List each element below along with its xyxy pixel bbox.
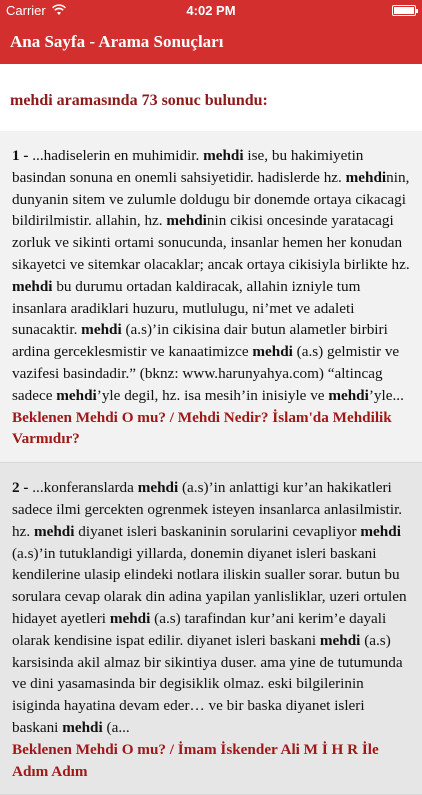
snippet-text: ...hadiselerin en muhimidir. <box>28 147 204 164</box>
result-number: 1 - <box>12 147 29 164</box>
keyword-highlight: mehdi <box>12 277 53 295</box>
result-snippet <box>12 479 407 736</box>
keyword-highlight: mehdi <box>252 343 293 361</box>
snippet-text: (a.s) karsisinda akil almaz bir sikintiya duser. ama yine de tutumunda ve dini yasamasinda bir degisiklik olmaz. eski bilgilerinin isiginda hayatina devam eder… ve bir baska diyanet isleri baskani <box>12 631 403 736</box>
result-item-1 <box>0 131 422 463</box>
keyword-highlight: mehdi <box>360 522 401 540</box>
result-number: 2 - <box>12 479 29 497</box>
snippet-text: ’yle degil, hz. isa mesih’in inisiyle ve <box>96 386 329 404</box>
carrier-label: Carrier <box>6 3 46 18</box>
snippet-text: diyanet isleri baskaninin sorularini cevapliyor <box>74 522 361 540</box>
results-list <box>0 131 422 795</box>
result-link[interactable]: Beklenen Mehdi O mu? / İmam İskender Ali M İ H R İle Adım Adım <box>12 740 379 780</box>
keyword-highlight: mehdi <box>81 321 122 339</box>
snippet-text: (a.s)’in tutuklandigi yillarda, donemin diyanet isleri baskani kendilerine ulasip elindeki notlara iliskin sualler sorar. butun bu sorulara cevap olarak din adina yapilan yanlisliklar, uzeri ortulen hidayet ayetleri <box>12 544 407 627</box>
snippet-text: (a.s) gelmistir ve vazifesi basindadir.” (bknz: www.harunyahya.com) “altincag sadece <box>12 343 400 404</box>
keyword-highlight: mehdi <box>203 147 244 164</box>
snippet-text: (a.s)’in cikisina dair butun alametler birbiri ardina gerceklesmistir ve kanaatimizce <box>12 321 388 361</box>
keyword-highlight: mehdi <box>166 212 207 230</box>
battery-icon <box>392 5 416 16</box>
keyword-highlight: mehdi <box>109 609 151 627</box>
snippet-text: ’yle... <box>368 386 404 404</box>
nav-title: Ana Sayfa - Arama Sonuçları <box>10 32 224 51</box>
keyword-highlight: mehdi <box>33 522 75 540</box>
snippet-text: bu durumu ortadan kaldiracak, allahin izniyle tum insanlara aradiklari huzuru, mutlulugu, ni’met ve adaleti sunacaktir. <box>12 277 361 339</box>
result-item-2 <box>0 463 422 795</box>
snippet-text: nin, dunyanin sitem ve zulumle doldugu bir donemde ortaya cikacagi bildirilmistir. allahin, hz. <box>12 168 410 230</box>
keyword-highlight: mehdi <box>345 168 387 186</box>
status-bar <box>0 0 422 22</box>
keyword-highlight: mehdi <box>328 386 369 404</box>
keyword-highlight: mehdi <box>319 631 361 649</box>
result-snippet <box>12 147 410 404</box>
snippet-text: ...konferanslarda <box>28 479 138 497</box>
keyword-highlight: mehdi <box>56 386 97 404</box>
results-count-heading: mehdi aramasında 73 sonuc bulundu: <box>10 92 268 109</box>
snippet-text: nin cikisi oncesinde yaratacagi zorluk ve sikinti ortami sonucunda, insanlar hemen her konudan sikayetci ve sitemkar olacaklar; ancak ortaya cikisiyla birlikte hz. <box>12 212 410 273</box>
nav-bar <box>0 22 422 64</box>
keyword-highlight: mehdi <box>137 479 179 497</box>
status-time: 4:02 PM <box>186 3 236 18</box>
keyword-highlight: mehdi <box>62 718 103 736</box>
snippet-text: (a... <box>102 718 130 736</box>
result-link[interactable]: Beklenen Mehdi O mu? / Mehdi Nedir? İslam'da Mehdilik Varmıdır? <box>12 408 392 448</box>
snippet-text: ise, bu hakimiyetin basindan sonuna en onemli sahsiyetidir. hadislerde hz. <box>12 147 364 186</box>
snippet-text: (a.s) tarafindan kur’ani kerim’e dayali olarak kendisine ispat edilir. diyanet isleri baskani <box>12 609 387 649</box>
snippet-text: (a.s)’in anlattigi kur’an hakikatleri sadece ilmi gercekten ogrenmek isteyen insanlarca anlasilmistir. hz. <box>12 479 403 540</box>
